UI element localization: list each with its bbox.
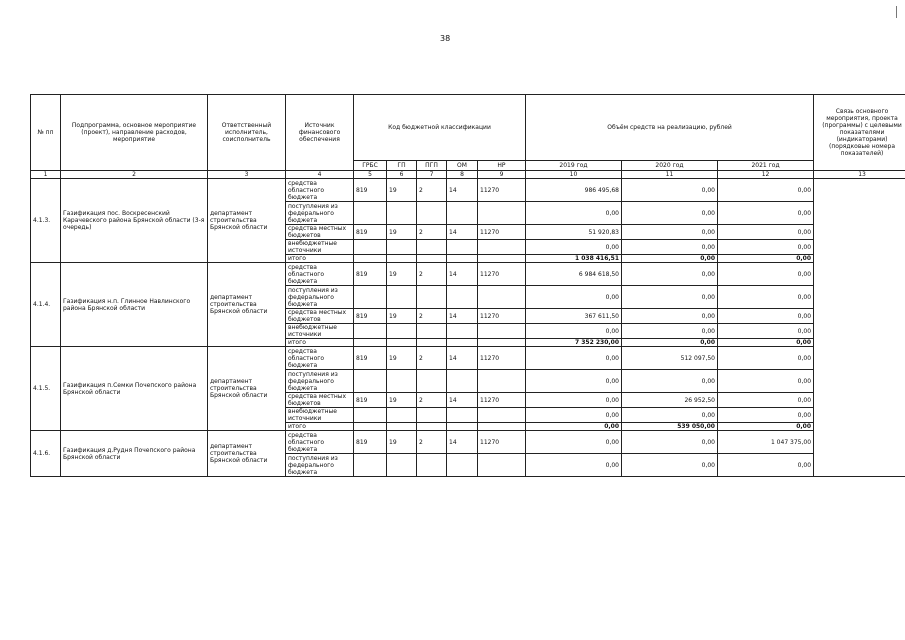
code-np: 11270 (478, 431, 526, 454)
code-np: 11270 (478, 393, 526, 408)
code-om: 14 (447, 393, 478, 408)
code-pgp (417, 370, 447, 393)
item-name: Газификация д.Рудня Почепского района Брянской области (61, 431, 208, 477)
subheader-pgp: ПГП (417, 161, 447, 171)
code-np: 11270 (478, 225, 526, 240)
amount-2020: 0,00 (622, 408, 718, 423)
code-pgp (417, 454, 447, 477)
table-body (31, 95, 905, 477)
column-number: 6 (387, 171, 417, 179)
table-row (31, 431, 905, 454)
code-om (447, 339, 478, 347)
item-number: 4.1.3. (31, 179, 61, 263)
amount-2020: 0,00 (622, 370, 718, 393)
code-om (447, 202, 478, 225)
code-om: 14 (447, 225, 478, 240)
code-np (478, 339, 526, 347)
header-budget-code: Код бюджетной классификации (354, 95, 526, 161)
amount-2019: 0,00 (526, 202, 622, 225)
header-source: Источник финансового обеспечения (286, 95, 354, 171)
code-om (447, 408, 478, 423)
code-gp (387, 202, 417, 225)
amount-2020: 0,00 (622, 454, 718, 477)
column-number: 13 (814, 171, 905, 179)
funding-source: поступления из федерального бюджета (286, 286, 354, 309)
total-label: итого (286, 423, 354, 431)
total-2019: 7 352 230,00 (526, 339, 622, 347)
amount-2019: 0,00 (526, 240, 622, 255)
code-pgp (417, 324, 447, 339)
code-grbs (354, 454, 387, 477)
code-pgp: 2 (417, 179, 447, 202)
total-2021: 0,00 (718, 255, 814, 263)
amount-2021: 0,00 (718, 393, 814, 408)
code-np (478, 324, 526, 339)
amount-2019: 0,00 (526, 454, 622, 477)
code-grbs (354, 255, 387, 263)
code-np: 11270 (478, 309, 526, 324)
funding-source: поступления из федерального бюджета (286, 454, 354, 477)
code-om (447, 454, 478, 477)
code-np (478, 423, 526, 431)
total-2019: 1 038 416,51 (526, 255, 622, 263)
item-name: Газификация пос. Воскресенский Карачевского района Брянской области (3-я очередь) (61, 179, 208, 263)
item-number: 4.1.4. (31, 263, 61, 347)
amount-2021: 0,00 (718, 202, 814, 225)
code-np: 11270 (478, 263, 526, 286)
amount-2020: 0,00 (622, 431, 718, 454)
amount-2020: 0,00 (622, 263, 718, 286)
amount-2019: 0,00 (526, 393, 622, 408)
code-pgp (417, 423, 447, 431)
column-number: 2 (61, 171, 208, 179)
header-program: Подпрограмма, основное мероприятие (проект), направление расходов, мероприятие (61, 95, 208, 171)
code-pgp: 2 (417, 393, 447, 408)
code-grbs (354, 423, 387, 431)
code-gp: 19 (387, 347, 417, 370)
amount-2019: 6 984 618,50 (526, 263, 622, 286)
table-row (31, 179, 905, 202)
column-number: 3 (208, 171, 286, 179)
code-grbs (354, 370, 387, 393)
funding-source: внебюджетные источники (286, 324, 354, 339)
column-number-row (31, 171, 905, 179)
code-gp (387, 454, 417, 477)
amount-2020: 0,00 (622, 225, 718, 240)
amount-2021: 0,00 (718, 179, 814, 202)
amount-2020: 0,00 (622, 240, 718, 255)
code-pgp (417, 339, 447, 347)
amount-2021: 0,00 (718, 309, 814, 324)
amount-2021: 1 047 375,00 (718, 431, 814, 454)
code-om (447, 324, 478, 339)
item-executor: департамент строительства Брянской области (208, 263, 286, 347)
header-link: Связь основного мероприятия, проекта (программы) с целевыми показателями (индикаторами) (порядковые номера показателей) (814, 95, 905, 171)
amount-2021: 0,00 (718, 454, 814, 477)
item-name: Газификация н.п. Глинное Навлинского района Брянской области (61, 263, 208, 347)
code-grbs: 819 (354, 309, 387, 324)
code-pgp (417, 240, 447, 255)
amount-2020: 26 952,50 (622, 393, 718, 408)
amount-2021: 0,00 (718, 240, 814, 255)
funding-source: поступления из федерального бюджета (286, 370, 354, 393)
subheader-2021: 2021 год (718, 161, 814, 171)
column-number: 1 (31, 171, 61, 179)
subheader-2019: 2019 год (526, 161, 622, 171)
code-pgp (417, 255, 447, 263)
code-gp: 19 (387, 263, 417, 286)
column-number: 12 (718, 171, 814, 179)
code-grbs: 819 (354, 225, 387, 240)
code-om: 14 (447, 179, 478, 202)
subheader-om: ОМ (447, 161, 478, 171)
amount-2020: 0,00 (622, 179, 718, 202)
code-pgp: 2 (417, 347, 447, 370)
subheader-2020: 2020 год (622, 161, 718, 171)
amount-2019: 0,00 (526, 431, 622, 454)
code-grbs: 819 (354, 263, 387, 286)
column-number: 5 (354, 171, 387, 179)
code-np: 11270 (478, 179, 526, 202)
code-gp (387, 408, 417, 423)
budget-table (30, 94, 905, 477)
funding-source: средства областного бюджета (286, 263, 354, 286)
subheader-np: НР (478, 161, 526, 171)
funding-source: средства областного бюджета (286, 431, 354, 454)
subheader-gp: ГП (387, 161, 417, 171)
code-np (478, 255, 526, 263)
amount-2019: 0,00 (526, 408, 622, 423)
indicator-link (814, 179, 905, 477)
amount-2019: 51 920,83 (526, 225, 622, 240)
code-om (447, 255, 478, 263)
code-om: 14 (447, 263, 478, 286)
total-2021: 0,00 (718, 423, 814, 431)
column-number: 10 (526, 171, 622, 179)
code-om (447, 370, 478, 393)
funding-source: средства местных бюджетов (286, 393, 354, 408)
scan-edge-mark (896, 6, 897, 18)
amount-2020: 0,00 (622, 286, 718, 309)
item-executor: департамент строительства Брянской области (208, 179, 286, 263)
code-pgp (417, 408, 447, 423)
amount-2021: 0,00 (718, 263, 814, 286)
code-pgp: 2 (417, 225, 447, 240)
total-2020: 539 050,00 (622, 423, 718, 431)
table-row (31, 263, 905, 286)
amount-2021: 0,00 (718, 286, 814, 309)
amount-2021: 0,00 (718, 225, 814, 240)
amount-2021: 0,00 (718, 370, 814, 393)
code-gp: 19 (387, 431, 417, 454)
page-number: 38 (440, 34, 451, 43)
code-om (447, 423, 478, 431)
code-np (478, 370, 526, 393)
code-np: 11270 (478, 347, 526, 370)
code-gp (387, 240, 417, 255)
amount-2020: 0,00 (622, 309, 718, 324)
code-grbs (354, 339, 387, 347)
column-number: 8 (447, 171, 478, 179)
table-row (31, 347, 905, 370)
amount-2021: 0,00 (718, 324, 814, 339)
code-grbs (354, 286, 387, 309)
code-np (478, 240, 526, 255)
total-2019: 0,00 (526, 423, 622, 431)
code-gp (387, 423, 417, 431)
code-grbs (354, 324, 387, 339)
amount-2019: 0,00 (526, 286, 622, 309)
code-pgp: 2 (417, 263, 447, 286)
code-gp (387, 255, 417, 263)
code-pgp (417, 202, 447, 225)
funding-source: средства местных бюджетов (286, 225, 354, 240)
funding-source: средства местных бюджетов (286, 309, 354, 324)
code-grbs: 819 (354, 393, 387, 408)
item-executor: департамент строительства Брянской области (208, 347, 286, 431)
item-executor: департамент строительства Брянской области (208, 431, 286, 477)
code-om (447, 286, 478, 309)
total-label: итого (286, 255, 354, 263)
funding-source: внебюджетные источники (286, 240, 354, 255)
code-pgp: 2 (417, 309, 447, 324)
code-grbs: 819 (354, 179, 387, 202)
code-om: 14 (447, 309, 478, 324)
amount-2020: 512 097,50 (622, 347, 718, 370)
code-gp: 19 (387, 309, 417, 324)
amount-2019: 0,00 (526, 347, 622, 370)
code-gp: 19 (387, 179, 417, 202)
code-np (478, 202, 526, 225)
amount-2019: 367 611,50 (526, 309, 622, 324)
item-number: 4.1.6. (31, 431, 61, 477)
funding-source: внебюджетные источники (286, 408, 354, 423)
code-gp (387, 339, 417, 347)
code-gp (387, 370, 417, 393)
amount-2019: 0,00 (526, 370, 622, 393)
amount-2021: 0,00 (718, 408, 814, 423)
code-pgp: 2 (417, 431, 447, 454)
amount-2020: 0,00 (622, 324, 718, 339)
code-pgp (417, 286, 447, 309)
code-grbs: 819 (354, 347, 387, 370)
total-2020: 0,00 (622, 255, 718, 263)
code-grbs (354, 408, 387, 423)
code-grbs (354, 202, 387, 225)
code-np (478, 286, 526, 309)
code-om (447, 240, 478, 255)
header-executor: Ответственный исполнитель, соисполнитель (208, 95, 286, 171)
header-volume: Объём средств на реализацию, рублей (526, 95, 814, 161)
code-gp (387, 324, 417, 339)
header-num: № пп (31, 95, 61, 171)
header-row (31, 95, 905, 161)
code-np (478, 454, 526, 477)
column-number: 7 (417, 171, 447, 179)
amount-2020: 0,00 (622, 202, 718, 225)
funding-source: средства областного бюджета (286, 347, 354, 370)
amount-2021: 0,00 (718, 347, 814, 370)
column-number: 9 (478, 171, 526, 179)
item-name: Газификация п.Семки Почепского района Брянской области (61, 347, 208, 431)
total-2020: 0,00 (622, 339, 718, 347)
funding-source: поступления из федерального бюджета (286, 202, 354, 225)
code-gp (387, 286, 417, 309)
code-om: 14 (447, 431, 478, 454)
code-np (478, 408, 526, 423)
code-gp: 19 (387, 393, 417, 408)
code-grbs: 819 (354, 431, 387, 454)
code-grbs (354, 240, 387, 255)
column-number: 4 (286, 171, 354, 179)
code-om: 14 (447, 347, 478, 370)
total-2021: 0,00 (718, 339, 814, 347)
subheader-grbs: ГРБС (354, 161, 387, 171)
code-gp: 19 (387, 225, 417, 240)
item-number: 4.1.5. (31, 347, 61, 431)
column-number: 11 (622, 171, 718, 179)
amount-2019: 0,00 (526, 324, 622, 339)
amount-2019: 986 495,68 (526, 179, 622, 202)
total-label: итого (286, 339, 354, 347)
funding-source: средства областного бюджета (286, 179, 354, 202)
